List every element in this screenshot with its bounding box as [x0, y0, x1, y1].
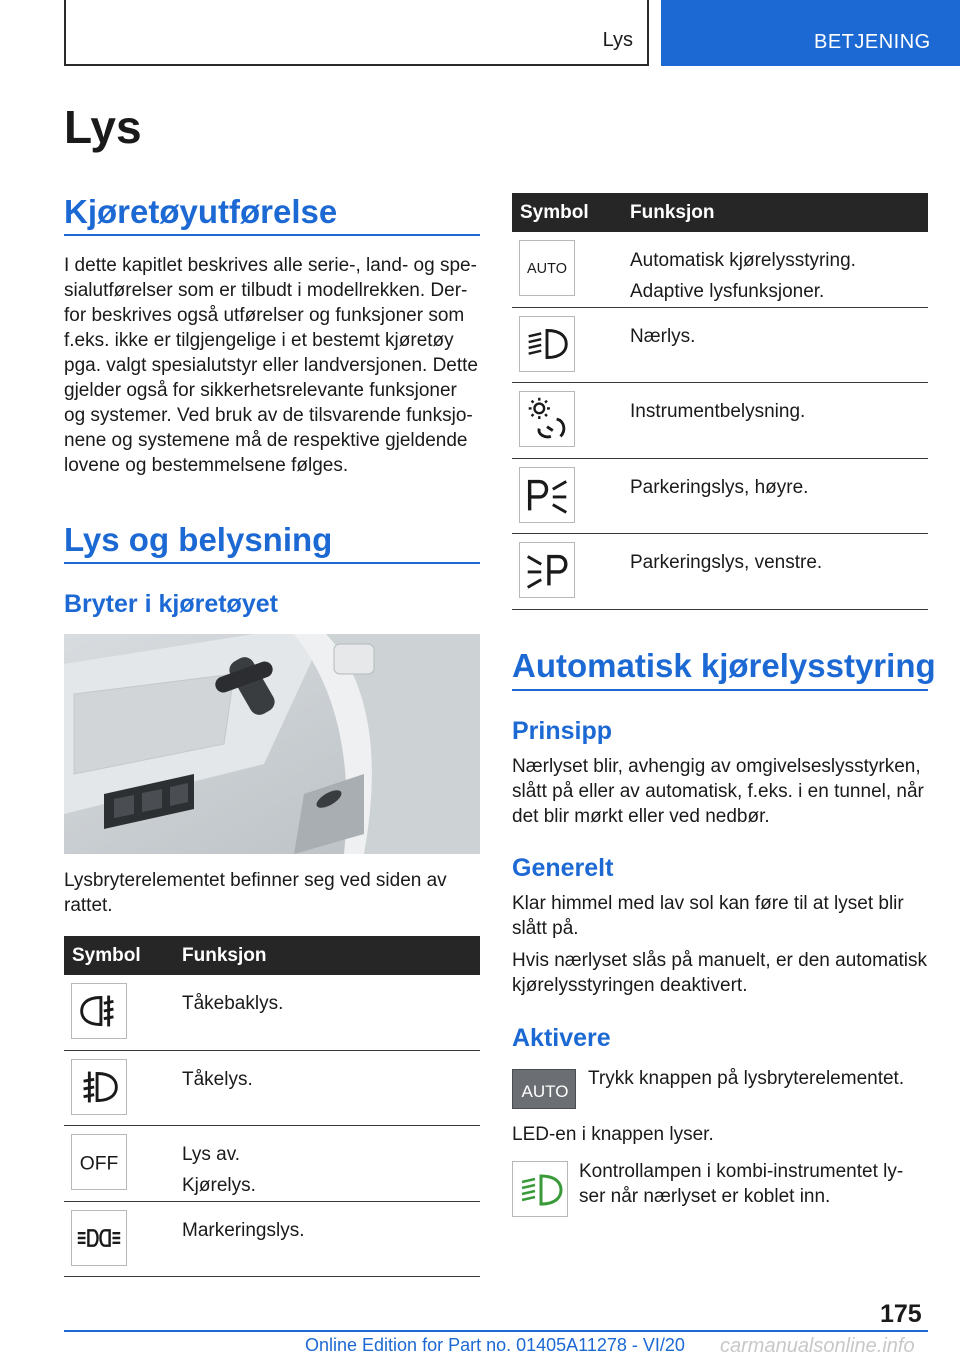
heading-activate: Aktivere [512, 1024, 611, 1052]
rear-fog-light-icon [71, 983, 127, 1039]
header-section-title: Lys [602, 29, 633, 51]
side-marker-lights-icon [71, 1210, 127, 1266]
svg-text:OFF: OFF [79, 1153, 119, 1175]
column-header-function: Funksjon [182, 945, 267, 966]
table-row [512, 232, 928, 308]
page-number: 175 [880, 1300, 922, 1328]
heading-lights-and-lighting: Lys og belysning [64, 521, 333, 558]
heading-general: Generelt [512, 854, 614, 882]
table-row [64, 1051, 480, 1127]
general-paragraph-1: Klar himmel med lav sol kan føre til at lyset blir slått på. [512, 893, 904, 939]
column-header-symbol: Symbol [72, 945, 141, 966]
table-row [64, 1202, 480, 1278]
low-beam-indicator-icon [512, 1161, 568, 1217]
symbol-table-right [512, 193, 928, 610]
principle-paragraph: Nærlyset blir, avhengig av omgivelseslysstyrken, slått på eller av automatisk, f.eks. i en tunnel, når det blir mørkt eller ved nedbør. [512, 756, 924, 827]
column-header-function: Funksjon [630, 202, 715, 223]
heading-rule [64, 234, 480, 236]
header-chapter-tab[interactable] [661, 0, 960, 66]
function-label: Parkeringslys, høyre. [630, 476, 809, 498]
function-label: Markeringslys. [182, 1219, 305, 1241]
heading-principle: Prinsipp [512, 717, 613, 745]
activate-instruction: Trykk knappen på lysbryterelementet. [588, 1068, 905, 1089]
indicator-paragraph: Kontrollampen i kombi-instrumentet ly- ser når nærlyset er koblet inn. [579, 1161, 904, 1207]
low-beam-icon [519, 316, 575, 372]
header-section-box [64, 0, 649, 66]
watermark: carmanualsonline.info [720, 1335, 915, 1357]
led-text: LED-en i knappen lyser. [512, 1124, 714, 1145]
table-row [512, 459, 928, 535]
table-row [64, 975, 480, 1051]
table-row [512, 383, 928, 459]
footer-edition: Online Edition for Part no. 01405A11278 - VI/20 [305, 1335, 685, 1355]
auto-button-icon[interactable] [512, 1069, 576, 1109]
intro-paragraph: I dette kapitlet beskrives alle serie-, land- og spe- sialutførelser som er tilbudt i modellrekken. Der- for beskrives også utførelser og funksjoner som f.eks. ikke er tilgjengelige i et bestemt kjøretøy pga. valgt spesialutstyr eller landversjonen. Dette gjelder også for sikkerhetsrelevante funksjoner og systemer. Ved bruk av de tilsvarende funksjo- nene og systemene må de respektive gjeldende lovene og bestemmelsene følges. [64, 255, 479, 476]
front-fog-light-icon [71, 1059, 127, 1115]
function-label: Tåkebaklys. [182, 993, 284, 1014]
heading-rule [64, 562, 480, 564]
function-label: Tåkelys. [182, 1068, 253, 1090]
off-icon [71, 1134, 127, 1190]
table-row [64, 1126, 480, 1202]
heading-vehicle-design: Kjøretøyutførelse [64, 193, 338, 230]
auto-icon [519, 240, 575, 296]
table-header [64, 936, 480, 975]
parking-light-left-icon [519, 542, 575, 598]
heading-automatic-light-control: Automatisk kjørelysstyring [512, 647, 936, 684]
function-label: Instrumentbelysning. [630, 401, 806, 422]
heading-switch-in-vehicle: Bryter i kjøretøyet [64, 590, 278, 618]
instrument-lighting-icon [519, 391, 575, 447]
footer-rule [64, 1330, 928, 1332]
svg-text:AUTO: AUTO [527, 260, 567, 277]
parking-light-right-icon [519, 467, 575, 523]
function-label: Lys av. Kjørelys. [182, 1144, 256, 1196]
switch-caption: Lysbryterelementet befinner seg ved siden av rattet. [64, 870, 447, 916]
function-label: Automatisk kjørelysstyring. Adaptive lysfunksjoner. [630, 250, 856, 302]
general-paragraph-2: Hvis nærlyset slås på manuelt, er den automatisk kjørelysstyringen deaktivert. [512, 950, 928, 996]
function-label: Nærlys. [630, 325, 696, 347]
symbol-table-left [64, 936, 480, 1277]
function-label: Parkeringslys, venstre. [630, 552, 823, 573]
svg-text:AUTO: AUTO [521, 1082, 569, 1101]
light-switch-photo [64, 634, 480, 854]
page-title: Lys [64, 101, 142, 153]
table-row [512, 534, 928, 610]
table-row [512, 308, 928, 384]
table-header [512, 193, 928, 232]
heading-rule [512, 689, 928, 691]
header-chapter-title: BETJENING [814, 31, 931, 53]
column-header-symbol: Symbol [520, 202, 589, 223]
